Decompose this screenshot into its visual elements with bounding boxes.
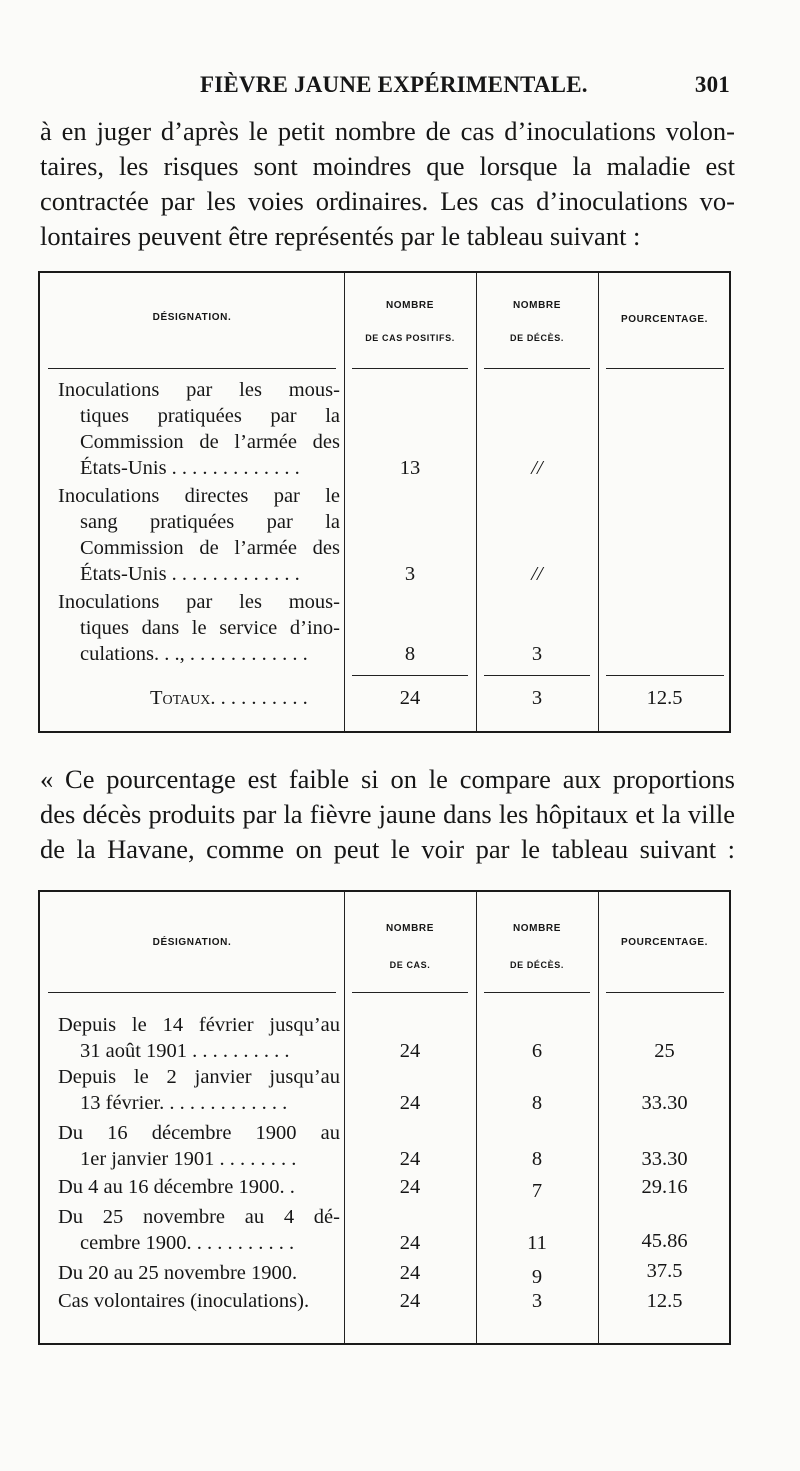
row-line: Cas volontaires (inoculations). xyxy=(58,1290,310,1312)
cell-cases: 3 xyxy=(404,563,416,585)
row-line: États-Unis . . . . . . . . . . . . . xyxy=(80,457,300,479)
header-rule xyxy=(484,368,590,369)
row-line: Du 20 au 25 novembre 1900. xyxy=(58,1262,298,1284)
row-line: cembre 1900. . . . . . . . . . . xyxy=(80,1232,295,1254)
paragraph-comparison xyxy=(40,762,735,867)
row-line: États-Unis . . . . . . . . . . . . . xyxy=(80,563,300,585)
header-deaths-a: NOMBRE xyxy=(512,300,562,311)
column-divider xyxy=(598,273,599,731)
row-designation xyxy=(58,483,340,587)
table-havana-deaths xyxy=(38,890,731,1345)
cell-cases: 24 xyxy=(399,1176,421,1198)
text-line: « Ce pourcentage est faible si on le compare aux proportions xyxy=(40,764,735,794)
cell-percentage: 33.30 xyxy=(641,1148,688,1170)
header-rule xyxy=(352,992,468,993)
row-line: tiques pratiquées par la xyxy=(80,405,340,427)
cell-cases: 24 xyxy=(399,1040,421,1062)
page-number: 301 xyxy=(694,72,730,97)
running-title: FIÈVRE JAUNE EXPÉRIMENTALE. xyxy=(200,72,588,97)
row-line: Commission de l’armée des xyxy=(80,431,340,453)
row-designation xyxy=(58,1012,340,1064)
row-line: Inoculations par les mous- xyxy=(58,379,340,401)
cell-deaths: 8 xyxy=(531,1092,543,1114)
header-rule xyxy=(48,368,336,369)
header-deaths-b: DE DÉCÈS. xyxy=(510,960,564,970)
header-rule xyxy=(48,992,336,993)
cell-deaths: 3 xyxy=(531,643,543,665)
row-line: 13 février. . . . . . . . . . . . . xyxy=(80,1092,288,1114)
cell-percentage: 37.5 xyxy=(646,1260,683,1282)
text-line: des décès produits par la fièvre jaune dans les hôpitaux et la ville xyxy=(40,799,735,829)
row-designation xyxy=(58,1174,340,1200)
header-cases-b: DE CAS. xyxy=(389,960,431,970)
total-cases: 24 xyxy=(399,687,421,709)
row-line: culations. . ., . . . . . . . . . . . . xyxy=(80,643,308,665)
cell-percentage: 45.86 xyxy=(641,1230,688,1252)
cell-deaths: 9 xyxy=(531,1266,543,1288)
total-rule xyxy=(352,675,468,676)
table-voluntary-inoculations xyxy=(38,271,731,733)
cell-cases: 24 xyxy=(399,1148,421,1170)
row-designation xyxy=(58,589,340,667)
row-line: Du 4 au 16 décembre 1900. . xyxy=(58,1176,295,1198)
header-deaths-a: NOMBRE xyxy=(512,923,562,934)
header-percentage: POURCENTAGE. xyxy=(620,937,709,948)
text-line: à en juger d’après le petit nombre de cas d’inoculations volon- xyxy=(40,116,735,146)
row-line: Depuis le 14 février jusqu’au xyxy=(58,1014,340,1036)
header-percentage: POURCENTAGE. xyxy=(620,314,709,325)
row-designation xyxy=(58,1204,340,1256)
header-rule xyxy=(352,368,468,369)
total-percentage: 12.5 xyxy=(646,687,683,709)
cell-cases: 24 xyxy=(399,1232,421,1254)
cell-percentage: 12.5 xyxy=(646,1290,683,1312)
row-designation xyxy=(58,1120,340,1172)
cell-deaths: 8 xyxy=(531,1148,543,1170)
header-designation: DÉSIGNATION. xyxy=(152,937,232,948)
row-line: Inoculations par les mous- xyxy=(58,591,340,613)
cell-cases: 24 xyxy=(399,1290,421,1312)
total-rule xyxy=(606,675,724,676)
header-rule xyxy=(484,992,590,993)
row-designation xyxy=(58,377,340,481)
row-designation xyxy=(58,1288,340,1314)
cell-deaths: // xyxy=(531,457,543,479)
row-line: Depuis le 2 janvier jusqu’au xyxy=(58,1066,340,1088)
row-line: Du 16 décembre 1900 au xyxy=(58,1122,340,1144)
header-deaths-b: DE DÉCÈS. xyxy=(510,333,564,343)
cell-deaths: 11 xyxy=(527,1232,547,1254)
row-line: Commission de l’armée des xyxy=(80,537,340,559)
cell-cases: 8 xyxy=(404,643,416,665)
cell-deaths: 6 xyxy=(531,1040,543,1062)
total-label: Totaux. . . . . . . . . . xyxy=(150,687,308,709)
cell-deaths: // xyxy=(531,563,543,585)
cell-cases: 24 xyxy=(399,1262,421,1284)
row-line: tiques dans le service d’ino- xyxy=(80,617,340,639)
header-rule xyxy=(606,992,724,993)
row-line: 31 août 1901 . . . . . . . . . . xyxy=(80,1040,290,1062)
text-line: taires, les risques sont moindres que lorsque la maladie est xyxy=(40,151,735,181)
row-line: Du 25 novembre au 4 dé- xyxy=(58,1206,340,1228)
cell-cases: 13 xyxy=(399,457,421,479)
header-cases-a: NOMBRE xyxy=(385,923,435,934)
header-designation: DÉSIGNATION. xyxy=(152,312,232,323)
text-line: contractée par les voies ordinaires. Les cas d’inoculations vo- xyxy=(40,186,735,216)
row-line: sang pratiquées par la xyxy=(80,511,340,533)
cell-deaths: 3 xyxy=(531,1290,543,1312)
paragraph-intro xyxy=(40,114,735,254)
header-rule xyxy=(606,368,724,369)
row-line: Inoculations directes par le xyxy=(58,485,340,507)
row-line: 1er janvier 1901 . . . . . . . . xyxy=(80,1148,297,1170)
header-cases-a: NOMBRE xyxy=(385,300,435,311)
row-designation xyxy=(58,1064,340,1116)
total-deaths: 3 xyxy=(531,687,543,709)
cell-percentage: 33.30 xyxy=(641,1092,688,1114)
cell-cases: 24 xyxy=(399,1092,421,1114)
cell-percentage: 29.16 xyxy=(641,1176,688,1198)
header-cases-b: DE CAS POSITIFS. xyxy=(365,333,455,343)
text-line: de la Havane, comme on peut le voir par le tableau suivant : xyxy=(40,834,735,864)
cell-deaths: 7 xyxy=(531,1180,543,1202)
row-designation xyxy=(58,1260,340,1286)
text-line: lontaires peuvent être représentés par le tableau suivant : xyxy=(40,221,641,251)
total-rule xyxy=(484,675,590,676)
cell-percentage: 25 xyxy=(654,1040,675,1062)
